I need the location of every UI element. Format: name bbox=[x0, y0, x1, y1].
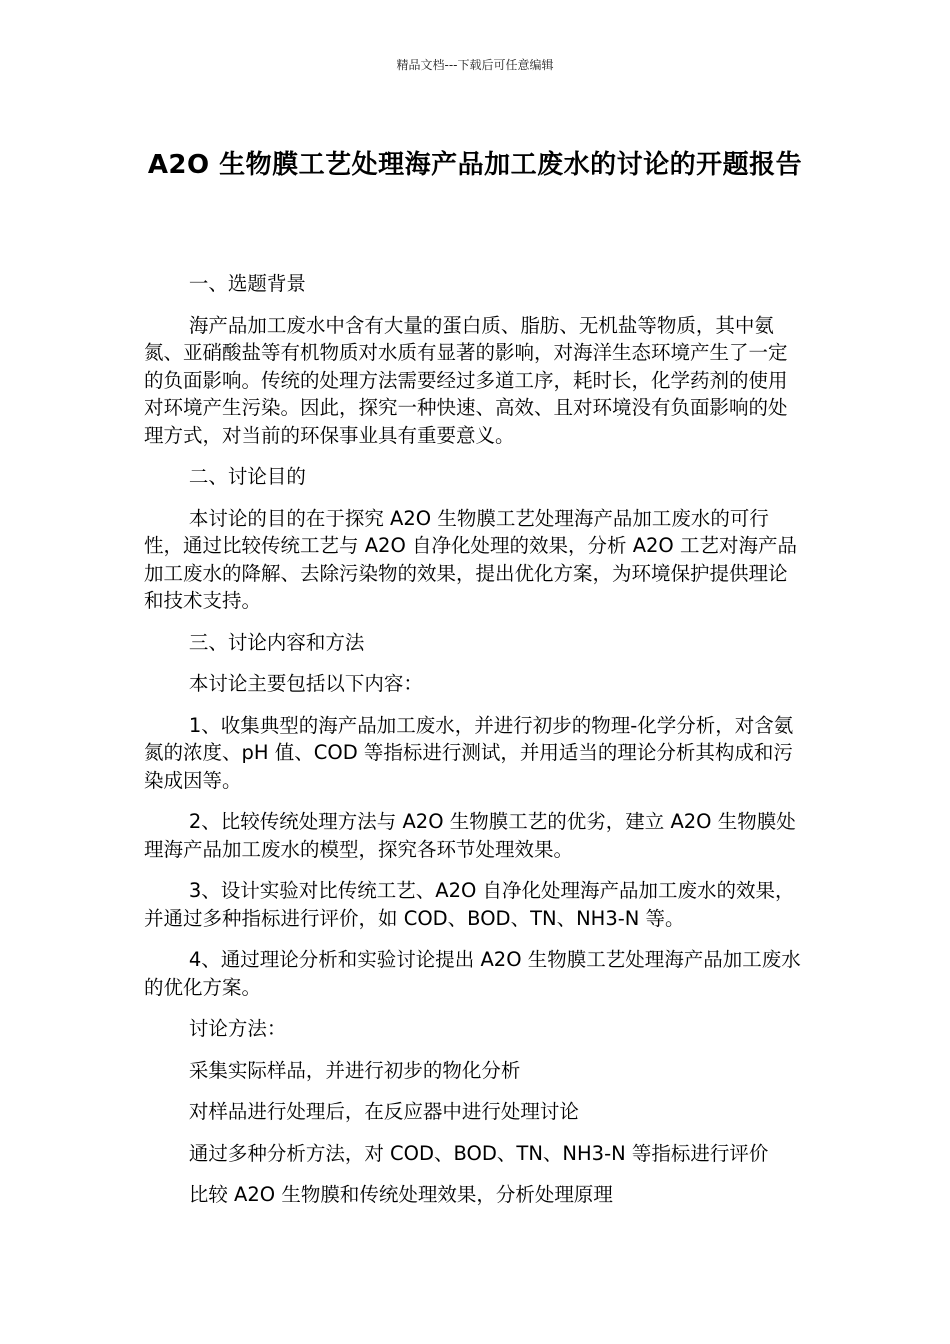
content-item-1: 1、收集典型的海产品加工废水，并进行初步的物理-化学分析，对含氨氮的浓度、pH 值、COD 等指标进行测试，并用适当的理论分析其构成和污染成因等。 bbox=[144, 713, 794, 792]
paragraph-purpose: 本讨论的目的在于探究 A2O 生物膜工艺处理海产品加工废水的可行性，通过比较传统工艺与 A2O 自净化处理的效果，分析 A2O 工艺对海产品加工废水的降解、去除污染物的效果，提出优化方案，为环境保护提供理论和技术支持。 bbox=[144, 506, 797, 612]
paragraph-background: 海产品加工废水中含有大量的蛋白质、脂肪、无机盐等物质，其中氨氮、亚硝酸盐等有机物质对水质有显著的影响，对海洋生态环境产生了一定的负面影响。传统的处理方法需要经过多道工序，耗时长，化学药剂的使用对环境产生污染。因此，探究一种快速、高效、且对环境没有负面影响的处理方式，对当前的环保事业具有重要意义。 bbox=[144, 313, 788, 447]
content-item-4: 4、通过理论分析和实验讨论提出 A2O 生物膜工艺处理海产品加工废水的优化方案。 bbox=[144, 948, 801, 999]
document-title: A2O 生物膜工艺处理海产品加工废水的讨论的开题报告 bbox=[147, 150, 803, 180]
section-heading-background: 一、选题背景 bbox=[188, 272, 306, 295]
method-item-3: 通过多种分析方法，对 COD、BOD、TN、NH3-N 等指标进行评价 bbox=[188, 1141, 769, 1165]
section-heading-purpose: 二、讨论目的 bbox=[188, 465, 306, 488]
section-heading-content-methods: 三、讨论内容和方法 bbox=[188, 630, 365, 654]
methods-heading: 讨论方法： bbox=[188, 1017, 287, 1040]
content-item-2: 2、比较传统处理方法与 A2O 生物膜工艺的优劣，建立 A2O 生物膜处理海产品加工废水的模型，探究各环节处理效果。 bbox=[144, 810, 796, 861]
paragraph-content-intro: 本讨论主要包括以下内容： bbox=[188, 672, 423, 695]
method-item-1: 采集实际样品，并进行初步的物化分析 bbox=[188, 1058, 521, 1082]
content-item-3: 3、设计实验对比传统工艺、A2O 自净化处理海产品加工废水的效果，并通过多种指标进行评价，如 COD、BOD、TN、NH3-N 等。 bbox=[144, 879, 795, 930]
header-note: 精品文档---下载后可任意编辑 bbox=[396, 58, 554, 72]
method-item-4: 比较 A2O 生物膜和传统处理效果，分析处理原理 bbox=[188, 1183, 613, 1206]
method-item-2: 对样品进行处理后，在反应器中进行处理讨论 bbox=[188, 1100, 579, 1123]
document-body bbox=[144, 270, 806, 1223]
